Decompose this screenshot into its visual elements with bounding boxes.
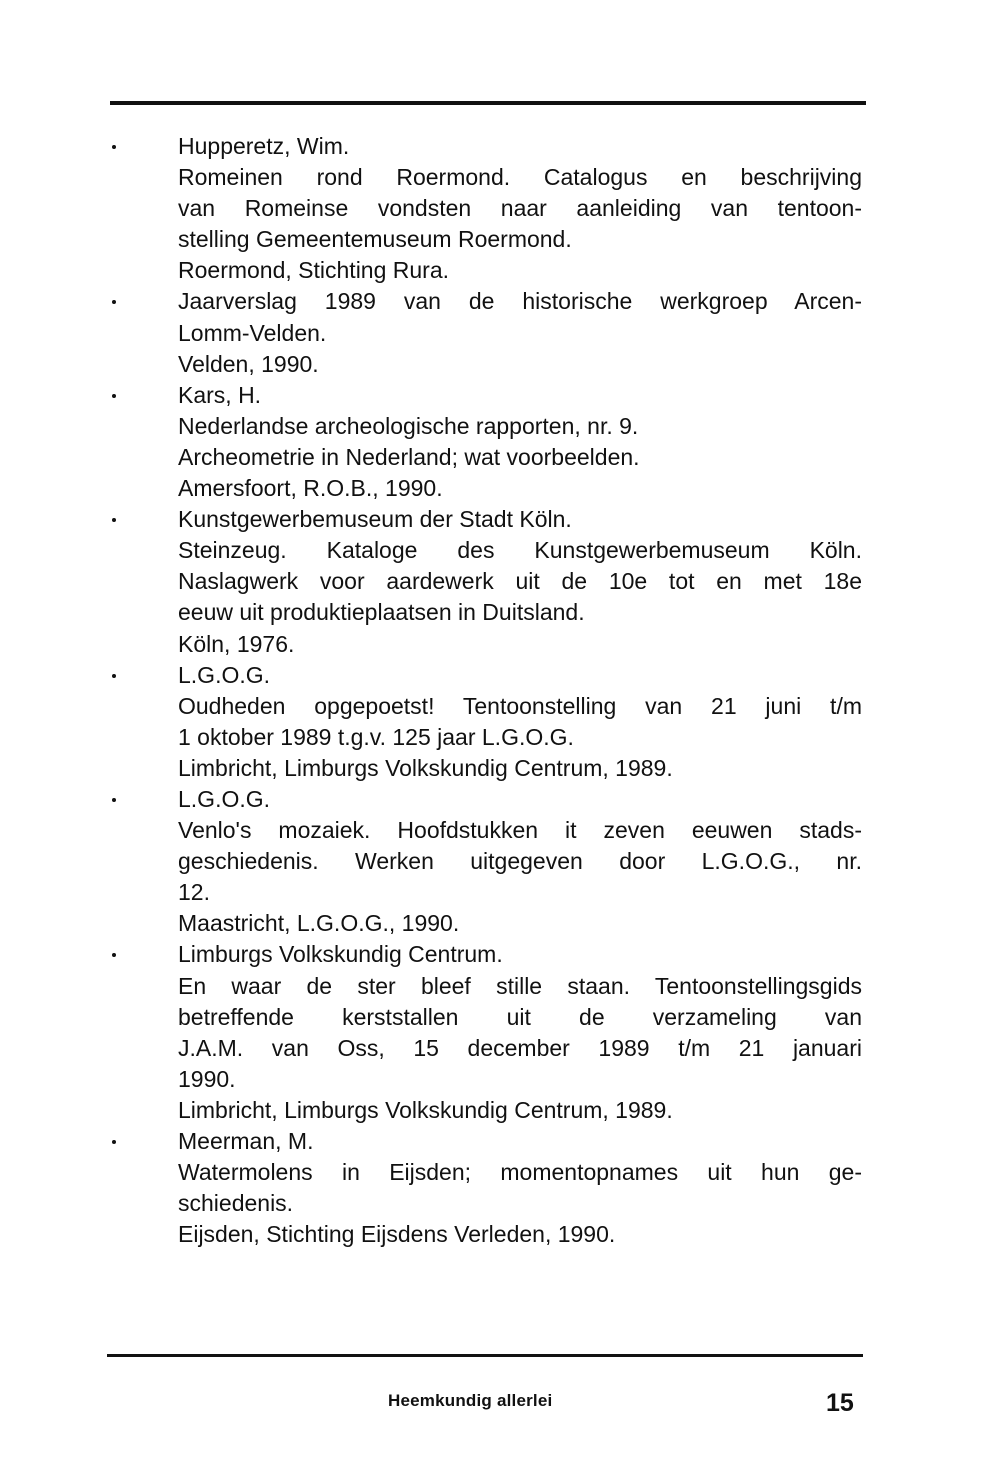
entry-text: Kars, H. bbox=[178, 381, 262, 408]
bottom-rule bbox=[107, 1354, 863, 1357]
entry-author-line bbox=[0, 939, 862, 970]
bullet-icon bbox=[112, 300, 116, 304]
entry-text-line bbox=[0, 442, 862, 473]
entry-text-line bbox=[0, 815, 862, 846]
entry-text-line bbox=[0, 162, 862, 193]
entry-text: Lomm-Velden. bbox=[178, 319, 327, 346]
entry-text: L.G.O.G. bbox=[178, 661, 271, 688]
entry-text-line bbox=[0, 224, 862, 255]
entry-text: Meerman, M. bbox=[178, 1128, 314, 1154]
entry-text: schiedenis. bbox=[178, 1190, 294, 1217]
footer-title: Heemkundig allerlei bbox=[388, 1391, 553, 1410]
entry-text-line bbox=[0, 691, 862, 722]
entry-text: Watermolens in Eijsden; momentopnames uit hun ge- bbox=[178, 1159, 862, 1186]
bibliography-entry bbox=[0, 504, 1000, 659]
page-number: 15 bbox=[826, 1389, 854, 1417]
entry-author-line bbox=[0, 504, 862, 535]
entry-text-line bbox=[0, 971, 862, 1002]
bullet-icon bbox=[112, 145, 116, 149]
entry-text: Archeometrie in Nederland; wat voorbeelden. bbox=[178, 443, 640, 470]
entry-author-line bbox=[0, 380, 862, 411]
entry-text-line bbox=[0, 566, 862, 597]
entry-text-line bbox=[0, 877, 862, 908]
bibliography-entry bbox=[0, 939, 1000, 1126]
entry-text: stelling Gemeentemuseum Roermond. bbox=[178, 226, 572, 253]
entry-text: Limbricht, Limburgs Volkskundig Centrum, 1989. bbox=[178, 754, 673, 781]
entry-text-line bbox=[0, 349, 862, 380]
bullet-icon bbox=[112, 394, 116, 398]
bullet-icon bbox=[112, 798, 116, 802]
entry-text-line bbox=[0, 629, 862, 660]
entry-text: Maastricht, L.G.O.G., 1990. bbox=[178, 910, 460, 937]
entry-text: Romeinen rond Roermond. Catalogus en beschrijving bbox=[178, 164, 862, 191]
entry-text: Kunstgewerbemuseum der Stadt Köln. bbox=[178, 506, 572, 533]
entry-text: Venlo's mozaiek. Hoofdstukken it zeven eeuwen stads- bbox=[178, 817, 862, 844]
entry-text-line bbox=[0, 846, 862, 877]
entry-text-line bbox=[0, 908, 862, 939]
entry-text: Naslagwerk voor aardewerk uit de 10e tot en met 18e bbox=[178, 568, 862, 595]
bibliography-list bbox=[0, 131, 1000, 1250]
entry-text-line bbox=[0, 535, 862, 566]
bibliography-entry bbox=[0, 286, 1000, 379]
entry-text-line bbox=[0, 1064, 862, 1095]
entry-author-line bbox=[0, 131, 862, 162]
entry-text: Hupperetz, Wim. bbox=[178, 133, 350, 159]
bibliography-entry bbox=[0, 131, 1000, 286]
bibliography-entry bbox=[0, 660, 1000, 784]
entry-text: En waar de ster bleef stille staan. Tentoonstellingsgids bbox=[178, 972, 862, 999]
entry-text: 12. bbox=[178, 879, 210, 906]
entry-text: Oudheden opgepoetst! Tentoonstelling van 21 juni t/m bbox=[178, 692, 862, 719]
entry-text: eeuw uit produktieplaatsen in Duitsland. bbox=[178, 599, 585, 626]
bullet-icon bbox=[112, 1140, 116, 1144]
entry-text-line bbox=[0, 318, 862, 349]
entry-text: van Romeinse vondsten naar aanleiding van tentoon- bbox=[178, 195, 862, 222]
bullet-icon bbox=[112, 953, 116, 957]
entry-text: Amersfoort, R.O.B., 1990. bbox=[178, 475, 443, 502]
entry-text: 1 oktober 1989 t.g.v. 125 jaar L.G.O.G. bbox=[178, 723, 574, 750]
entry-text-line bbox=[0, 597, 862, 628]
entry-text-line bbox=[0, 753, 862, 784]
entry-text: Jaarverslag 1989 van de historische werkgroep Arcen- bbox=[178, 288, 862, 315]
bibliography-entry bbox=[0, 380, 1000, 504]
entry-text: Nederlandse archeologische rapporten, nr. 9. bbox=[178, 412, 639, 439]
bullet-icon bbox=[112, 518, 116, 522]
entry-author-line bbox=[0, 1126, 862, 1157]
top-rule bbox=[110, 101, 866, 105]
entry-text: Roermond, Stichting Rura. bbox=[178, 257, 450, 284]
entry-text-line bbox=[0, 1219, 862, 1250]
entry-text: Eijsden, Stichting Eijsdens Verleden, 1990. bbox=[178, 1221, 616, 1248]
entry-text: Köln, 1976. bbox=[178, 630, 295, 657]
entry-text-line bbox=[0, 722, 862, 753]
entry-text: Limburgs Volkskundig Centrum. bbox=[178, 941, 503, 968]
entry-text: Steinzeug. Kataloge des Kunstgewerbemuseum Köln. bbox=[178, 537, 862, 564]
entry-text: J.A.M. van Oss, 15 december 1989 t/m 21 januari bbox=[178, 1034, 862, 1061]
entry-author-line bbox=[0, 286, 862, 317]
entry-text: 1990. bbox=[178, 1065, 236, 1092]
entry-text-line bbox=[0, 473, 862, 504]
entry-text-line bbox=[0, 1188, 862, 1219]
entry-text: L.G.O.G. bbox=[178, 785, 271, 812]
entry-text-line bbox=[0, 1157, 862, 1188]
entry-text-line bbox=[0, 193, 862, 224]
entry-author-line bbox=[0, 660, 862, 691]
bibliography-entry bbox=[0, 784, 1000, 939]
entry-text: betreffende kerststallen uit de verzameling van bbox=[178, 1003, 862, 1030]
bullet-icon bbox=[112, 674, 116, 678]
entry-text-line bbox=[0, 411, 862, 442]
entry-text: geschiedenis. Werken uitgegeven door L.G.O.G., nr. bbox=[178, 848, 862, 875]
entry-text-line bbox=[0, 255, 862, 286]
entry-author-line bbox=[0, 784, 862, 815]
entry-text-line bbox=[0, 1095, 862, 1126]
entry-text-line bbox=[0, 1002, 862, 1033]
entry-text-line bbox=[0, 1033, 862, 1064]
entry-text: Velden, 1990. bbox=[178, 350, 319, 377]
entry-text: Limbricht, Limburgs Volkskundig Centrum, 1989. bbox=[178, 1096, 673, 1123]
bibliography-entry bbox=[0, 1126, 1000, 1250]
